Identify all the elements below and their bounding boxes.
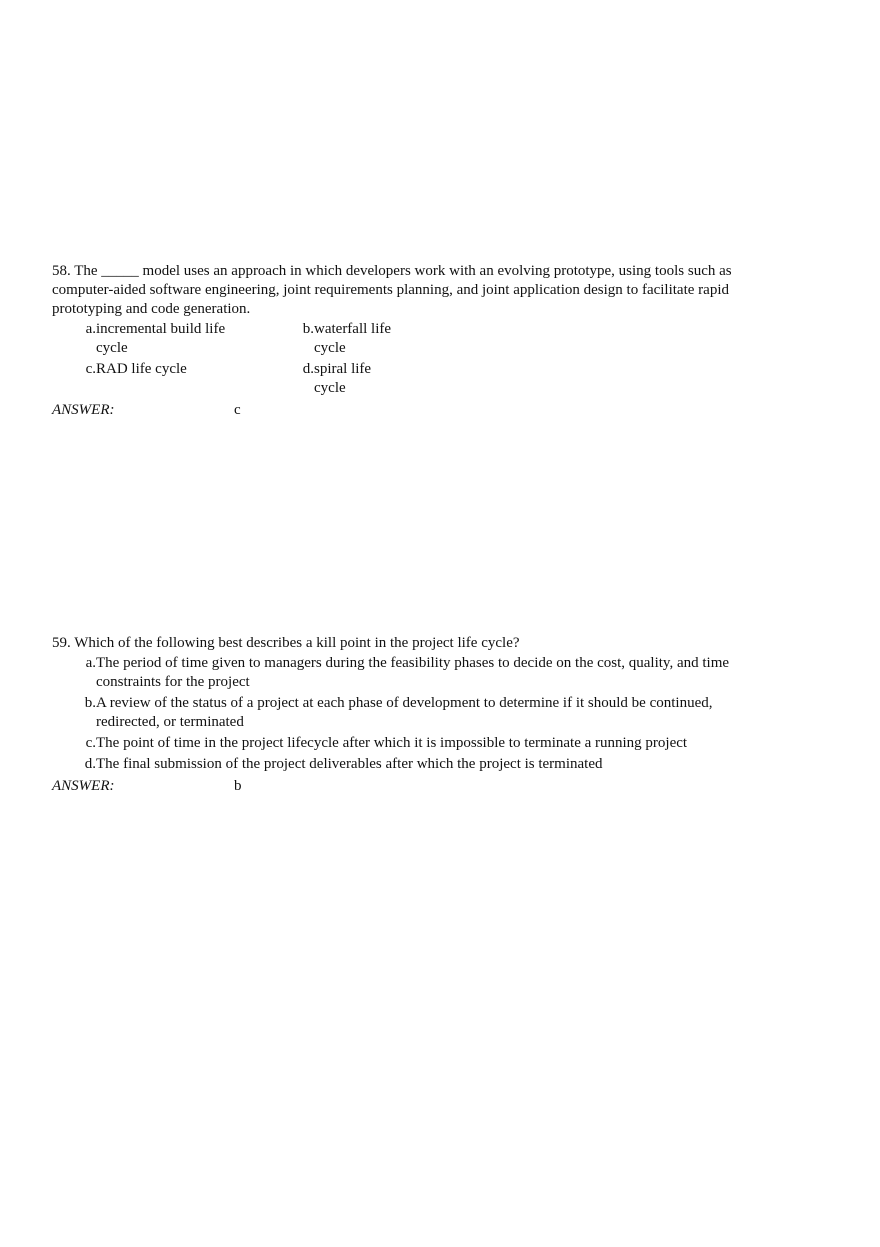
question-stem: 58. The _____ model uses an approach in which developers work with an evolving prototype, using tools such as computer-aided software engineering, joint requirements planning, and joint application design to facilitate rapid prototyping and code generation. <box>52 263 732 317</box>
choice-d <box>254 360 474 398</box>
choice-c <box>52 734 792 753</box>
choice-a <box>52 654 792 692</box>
choice-text: waterfall life cycle <box>314 321 392 356</box>
question-58 <box>52 262 792 420</box>
choice-letter: d. <box>302 361 314 377</box>
choice-letter: c. <box>85 735 96 751</box>
choice-c <box>52 360 254 398</box>
answer-row <box>52 401 792 420</box>
choice-letter: a. <box>85 655 96 671</box>
answer-value: c <box>234 402 241 418</box>
choice-text: A review of the status of a project at each phase of development to determine if it should be continued, redirected, or terminated <box>96 695 713 730</box>
question-59 <box>52 634 792 796</box>
answer-row <box>52 777 792 796</box>
choice-text: RAD life cycle <box>96 361 187 377</box>
choice-text: The point of time in the project lifecycle after which it is impossible to terminate a running project <box>96 735 688 751</box>
choice-letter: c. <box>85 361 96 377</box>
answer-choices <box>52 654 792 774</box>
choice-text: The final submission of the project deliverables after which the project is terminated <box>96 756 603 772</box>
choice-letter: b. <box>302 321 314 337</box>
choice-text: The period of time given to managers during the feasibility phases to decide on the cost, quality, and time constraints for the project <box>96 655 730 690</box>
choice-letter: d. <box>84 756 96 772</box>
choice-text: spiral life cycle <box>314 361 372 396</box>
answer-value: b <box>234 778 242 794</box>
choice-b <box>52 694 792 732</box>
question-stem: 59. Which of the following best describes a kill point in the project life cycle? <box>52 635 520 651</box>
choice-d <box>52 755 792 774</box>
choice-b <box>254 320 474 358</box>
choice-a <box>52 320 254 358</box>
answer-choices <box>52 320 792 398</box>
choice-letter: b. <box>84 695 96 711</box>
answer-label: ANSWER: <box>52 402 115 418</box>
choice-letter: a. <box>85 321 96 337</box>
answer-label: ANSWER: <box>52 778 115 794</box>
choice-text: incremental build life cycle <box>96 321 226 356</box>
